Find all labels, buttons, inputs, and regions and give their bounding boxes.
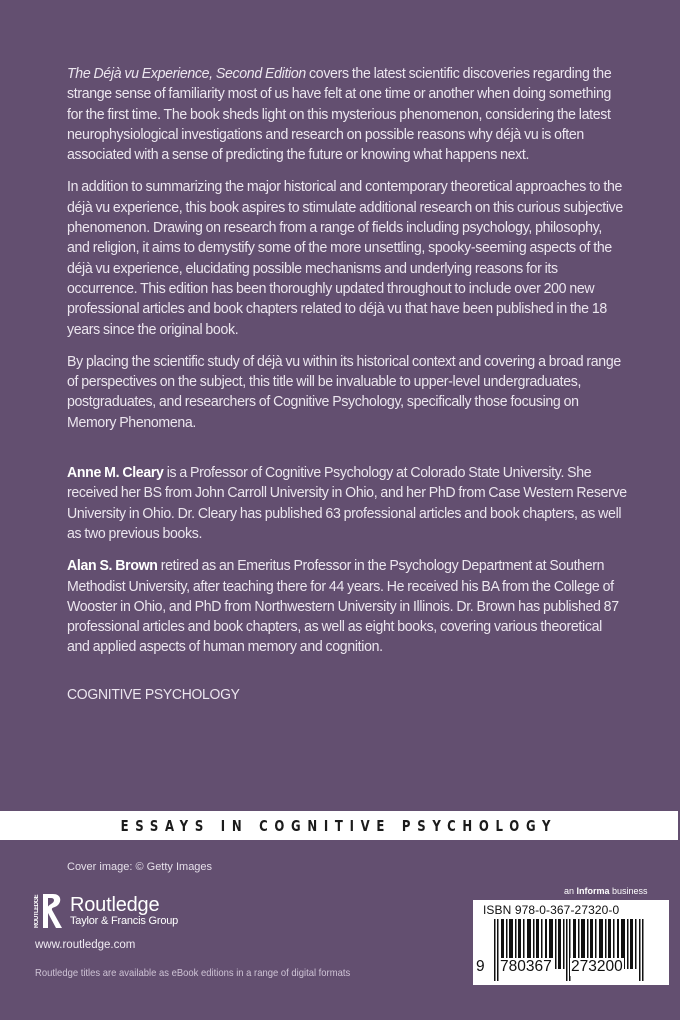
description-paragraph-3: By placing the scientific study of déjà vu within its historical context and covering a broad range of perspectives on the subject, this title will be invaluable to upper-level undergraduates, postgraduates, and researchers of Cognitive Psychology, specifically those focusing on Memory Phenomena.	[67, 352, 621, 431]
publisher-name: Routledge	[70, 893, 160, 916]
r-figure-icon	[42, 893, 64, 929]
isbn-barcode	[473, 900, 669, 985]
description-paragraph-2: In addition to summarizing the major historical and contemporary theoretical approaches to the déjà vu experience, this book aspires to stimulate additional research on this curious subjective phenomenon. Drawing on research from a range of fields including psychology, philosophy, and religion, it aims to demystify some of the more unsettling, spooky-seeming aspects of the déjà vu experience, elucidating possible mechanisms and underlying reasons for its occurrence. This edition has been thoroughly updated throughout to include over 200 new professional articles and book chapters related to déjà vu that have been published in the 18 years since the original book.	[67, 178, 623, 338]
subject-category: COGNITIVE PSYCHOLOGY	[67, 685, 240, 703]
publisher-url[interactable]: www.routledge.com	[35, 939, 136, 951]
author-bio-cleary: Anne M. Cleary is a Professor of Cognitive Psychology at Colorado State University. She received her BS from John Carroll University in Ohio, and her PhD from Case Western Reserve University in Ohio. Dr. Cleary has published 63 professional articles and book chapters, as well as two previous books.	[67, 464, 627, 542]
author-name: Anne M. Cleary	[67, 464, 164, 482]
publisher-group: Taylor & Francis Group	[70, 914, 179, 927]
ean-digits: 9 780367 273200	[476, 958, 623, 975]
cover-image-credit: Cover image: © Getty Images	[67, 861, 213, 873]
routledge-r-icon	[34, 893, 64, 929]
series-band	[0, 811, 678, 840]
ebook-note: Routledge titles are available as eBook editions in a range of digital formats	[35, 967, 351, 979]
back-cover-content	[67, 64, 627, 703]
description-paragraph-1: The Déjà vu Experience, Second Edition covers the latest scientific discoveries regarding the strange sense of familiarity most of us have felt at one time or another when doing something for the first time. The book sheds light on this mysterious phenomenon, considering the latest neurophysiological investigations and research on possible reasons why déjà vu is often associated with a sense of predicting the future or knowing what happens next.	[67, 65, 612, 164]
series-title: ESSAYS IN COGNITIVE PSYCHOLOGY	[120, 816, 558, 835]
author-bio-brown: Alan S. Brown retired as an Emeritus Professor in the Psychology Department at Southern Methodist University, after teaching there for 44 years. He received his BA from the College of Wooster in Ohio, and PhD from Northwestern University in Illinois. Dr. Brown has published 87 professional articles and book chapters, as well as eight books, covering various theoretical and applied aspects of human memory and cognition.	[67, 557, 619, 656]
isbn-label: ISBN 978-0-367-27320-0	[483, 903, 620, 917]
routledge-vertical-wordmark: ROUTLEDGE	[34, 894, 40, 928]
author-name: Alan S. Brown	[67, 557, 158, 575]
routledge-logo	[34, 893, 178, 929]
informa-business-tag: an Informa business	[564, 886, 648, 896]
book-title-italic: The Déjà vu Experience, Second Edition	[67, 65, 306, 82]
